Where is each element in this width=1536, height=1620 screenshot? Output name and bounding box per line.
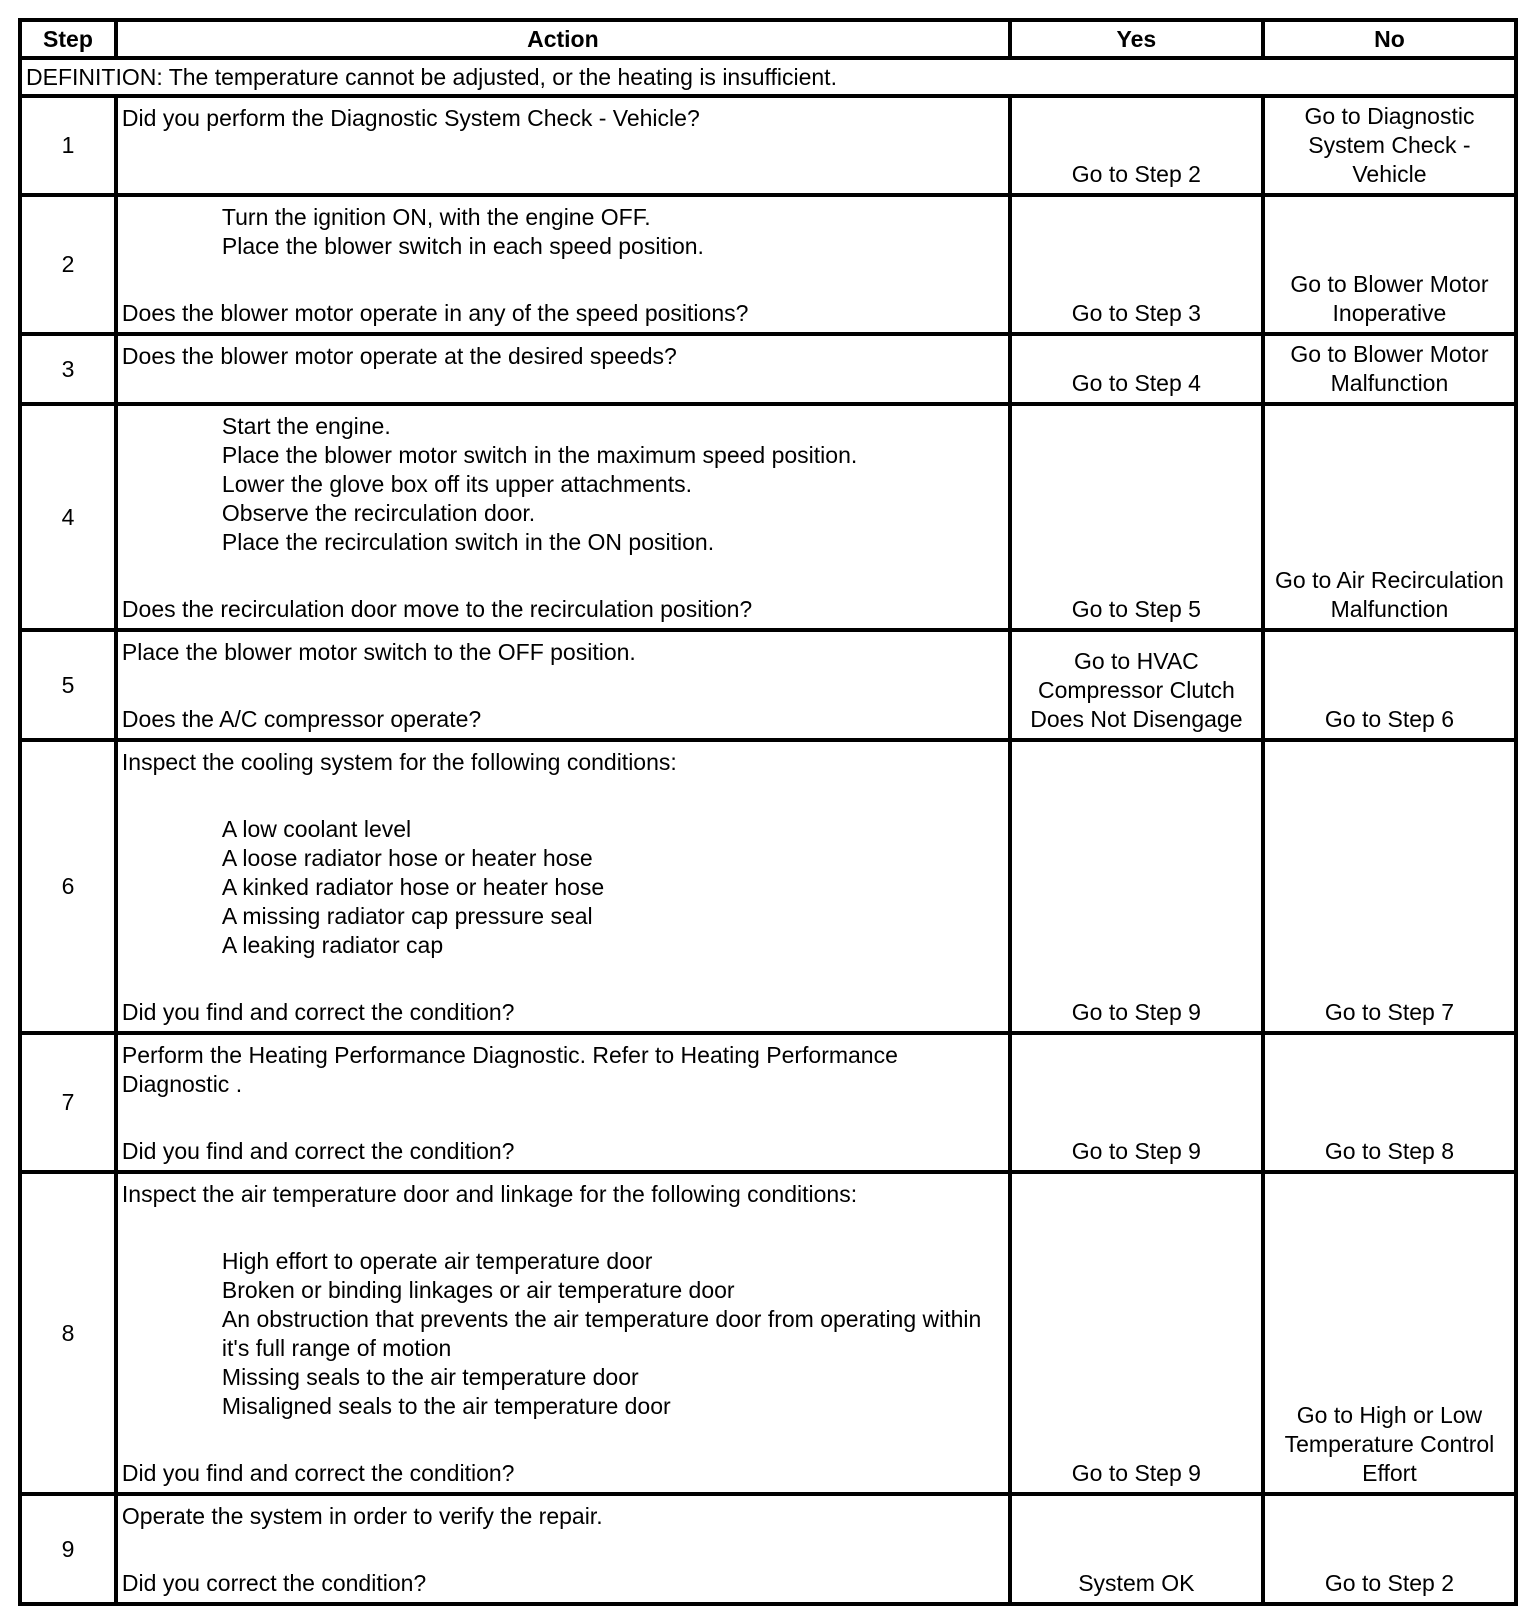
action-item: A loose radiator hose or heater hose [221, 845, 593, 871]
yes-result: Go to Step 5 [1010, 404, 1263, 630]
action-question: Did you find and correct the condition? [121, 1460, 515, 1486]
action-item: Misaligned seals to the air temperature door [221, 1393, 671, 1419]
action-intro: Did you perform the Diagnostic System Check - Vehicle? [121, 105, 700, 131]
table-row [20, 404, 1516, 630]
action-item: A missing radiator cap pressure seal [221, 903, 593, 929]
header-no: No [1263, 20, 1516, 58]
action-item: Place the blower motor switch in the maximum speed position. [221, 442, 858, 468]
action-question: Did you find and correct the condition? [121, 999, 515, 1025]
action-item: Lower the glove box off its upper attachments. [221, 471, 692, 497]
table-row [20, 1172, 1516, 1494]
action-item: High effort to operate air temperature door [221, 1248, 653, 1274]
action-item: Broken or binding linkages or air temperature door [221, 1277, 735, 1303]
action-cell [116, 630, 1010, 740]
no-result: Go to Blower Motor Inoperative [1263, 195, 1516, 334]
no-result: Go to Air Recirculation Malfunction [1263, 404, 1516, 630]
step-number: 3 [20, 334, 116, 404]
action-cell [116, 1172, 1010, 1494]
no-result: Go to Step 8 [1263, 1033, 1516, 1172]
yes-result: Go to Step 9 [1010, 1033, 1263, 1172]
table-row [20, 334, 1516, 404]
action-item: A kinked radiator hose or heater hose [221, 874, 605, 900]
action-item: An obstruction that prevents the air temperature door from operating within it's full range of motion [221, 1306, 982, 1361]
action-item: Observe the recirculation door. [221, 500, 536, 526]
action-intro: Perform the Heating Performance Diagnostic. Refer to Heating Performance Diagnostic . [121, 1042, 898, 1097]
action-question: Does the blower motor operate in any of the speed positions? [121, 300, 749, 326]
header-step: Step [20, 20, 116, 58]
no-result: Go to High or Low Temperature Control Effort [1263, 1172, 1516, 1494]
step-number: 2 [20, 195, 116, 334]
yes-result: Go to Step 3 [1010, 195, 1263, 334]
yes-result: Go to Step 2 [1010, 96, 1263, 195]
action-item: Turn the ignition ON, with the engine OFF. [221, 204, 651, 230]
table-row [20, 1494, 1516, 1604]
no-result: Go to Step 6 [1263, 630, 1516, 740]
table-row [20, 1033, 1516, 1172]
action-cell [116, 740, 1010, 1033]
action-intro: Inspect the cooling system for the following conditions: [121, 749, 677, 775]
action-intro: Does the blower motor operate at the desired speeds? [121, 343, 677, 369]
diagnostic-table [18, 18, 1518, 1606]
no-result: Go to Step 7 [1263, 740, 1516, 1033]
step-number: 4 [20, 404, 116, 630]
definition-text: DEFINITION: The temperature cannot be adjusted, or the heating is insufficient. [20, 58, 1516, 96]
step-number: 8 [20, 1172, 116, 1494]
action-item: A leaking radiator cap [221, 932, 444, 958]
action-cell [116, 404, 1010, 630]
action-item: Missing seals to the air temperature door [221, 1364, 639, 1390]
action-cell [116, 195, 1010, 334]
yes-result: Go to Step 9 [1010, 740, 1263, 1033]
definition-row [20, 58, 1516, 96]
action-question: Does the recirculation door move to the recirculation position? [121, 596, 753, 622]
step-number: 7 [20, 1033, 116, 1172]
table-row [20, 630, 1516, 740]
step-number: 1 [20, 96, 116, 195]
action-item: Start the engine. [221, 413, 391, 439]
yes-result: Go to Step 9 [1010, 1172, 1263, 1494]
action-cell [116, 96, 1010, 195]
action-item: Place the blower switch in each speed position. [221, 233, 704, 259]
header-yes: Yes [1010, 20, 1263, 58]
action-cell [116, 334, 1010, 404]
step-number: 6 [20, 740, 116, 1033]
action-item: A low coolant level [221, 816, 412, 842]
action-question: Does the A/C compressor operate? [121, 706, 482, 732]
no-result: Go to Blower Motor Malfunction [1263, 334, 1516, 404]
action-question: Did you correct the condition? [121, 1570, 427, 1596]
step-number: 5 [20, 630, 116, 740]
action-cell [116, 1494, 1010, 1604]
action-cell [116, 1033, 1010, 1172]
table-row [20, 740, 1516, 1033]
table-row [20, 195, 1516, 334]
yes-result: Go to HVAC Compressor Clutch Does Not Disengage [1010, 630, 1263, 740]
step-number: 9 [20, 1494, 116, 1604]
action-item: Place the recirculation switch in the ON position. [221, 529, 715, 555]
no-result: Go to Diagnostic System Check - Vehicle [1263, 96, 1516, 195]
action-intro: Operate the system in order to verify the repair. [121, 1503, 603, 1529]
header-row [20, 20, 1516, 58]
no-result: Go to Step 2 [1263, 1494, 1516, 1604]
header-action: Action [116, 20, 1010, 58]
table-row [20, 96, 1516, 195]
yes-result: Go to Step 4 [1010, 334, 1263, 404]
yes-result: System OK [1010, 1494, 1263, 1604]
action-question: Did you find and correct the condition? [121, 1138, 515, 1164]
action-intro: Inspect the air temperature door and linkage for the following conditions: [121, 1181, 858, 1207]
action-intro: Place the blower motor switch to the OFF position. [121, 639, 636, 665]
